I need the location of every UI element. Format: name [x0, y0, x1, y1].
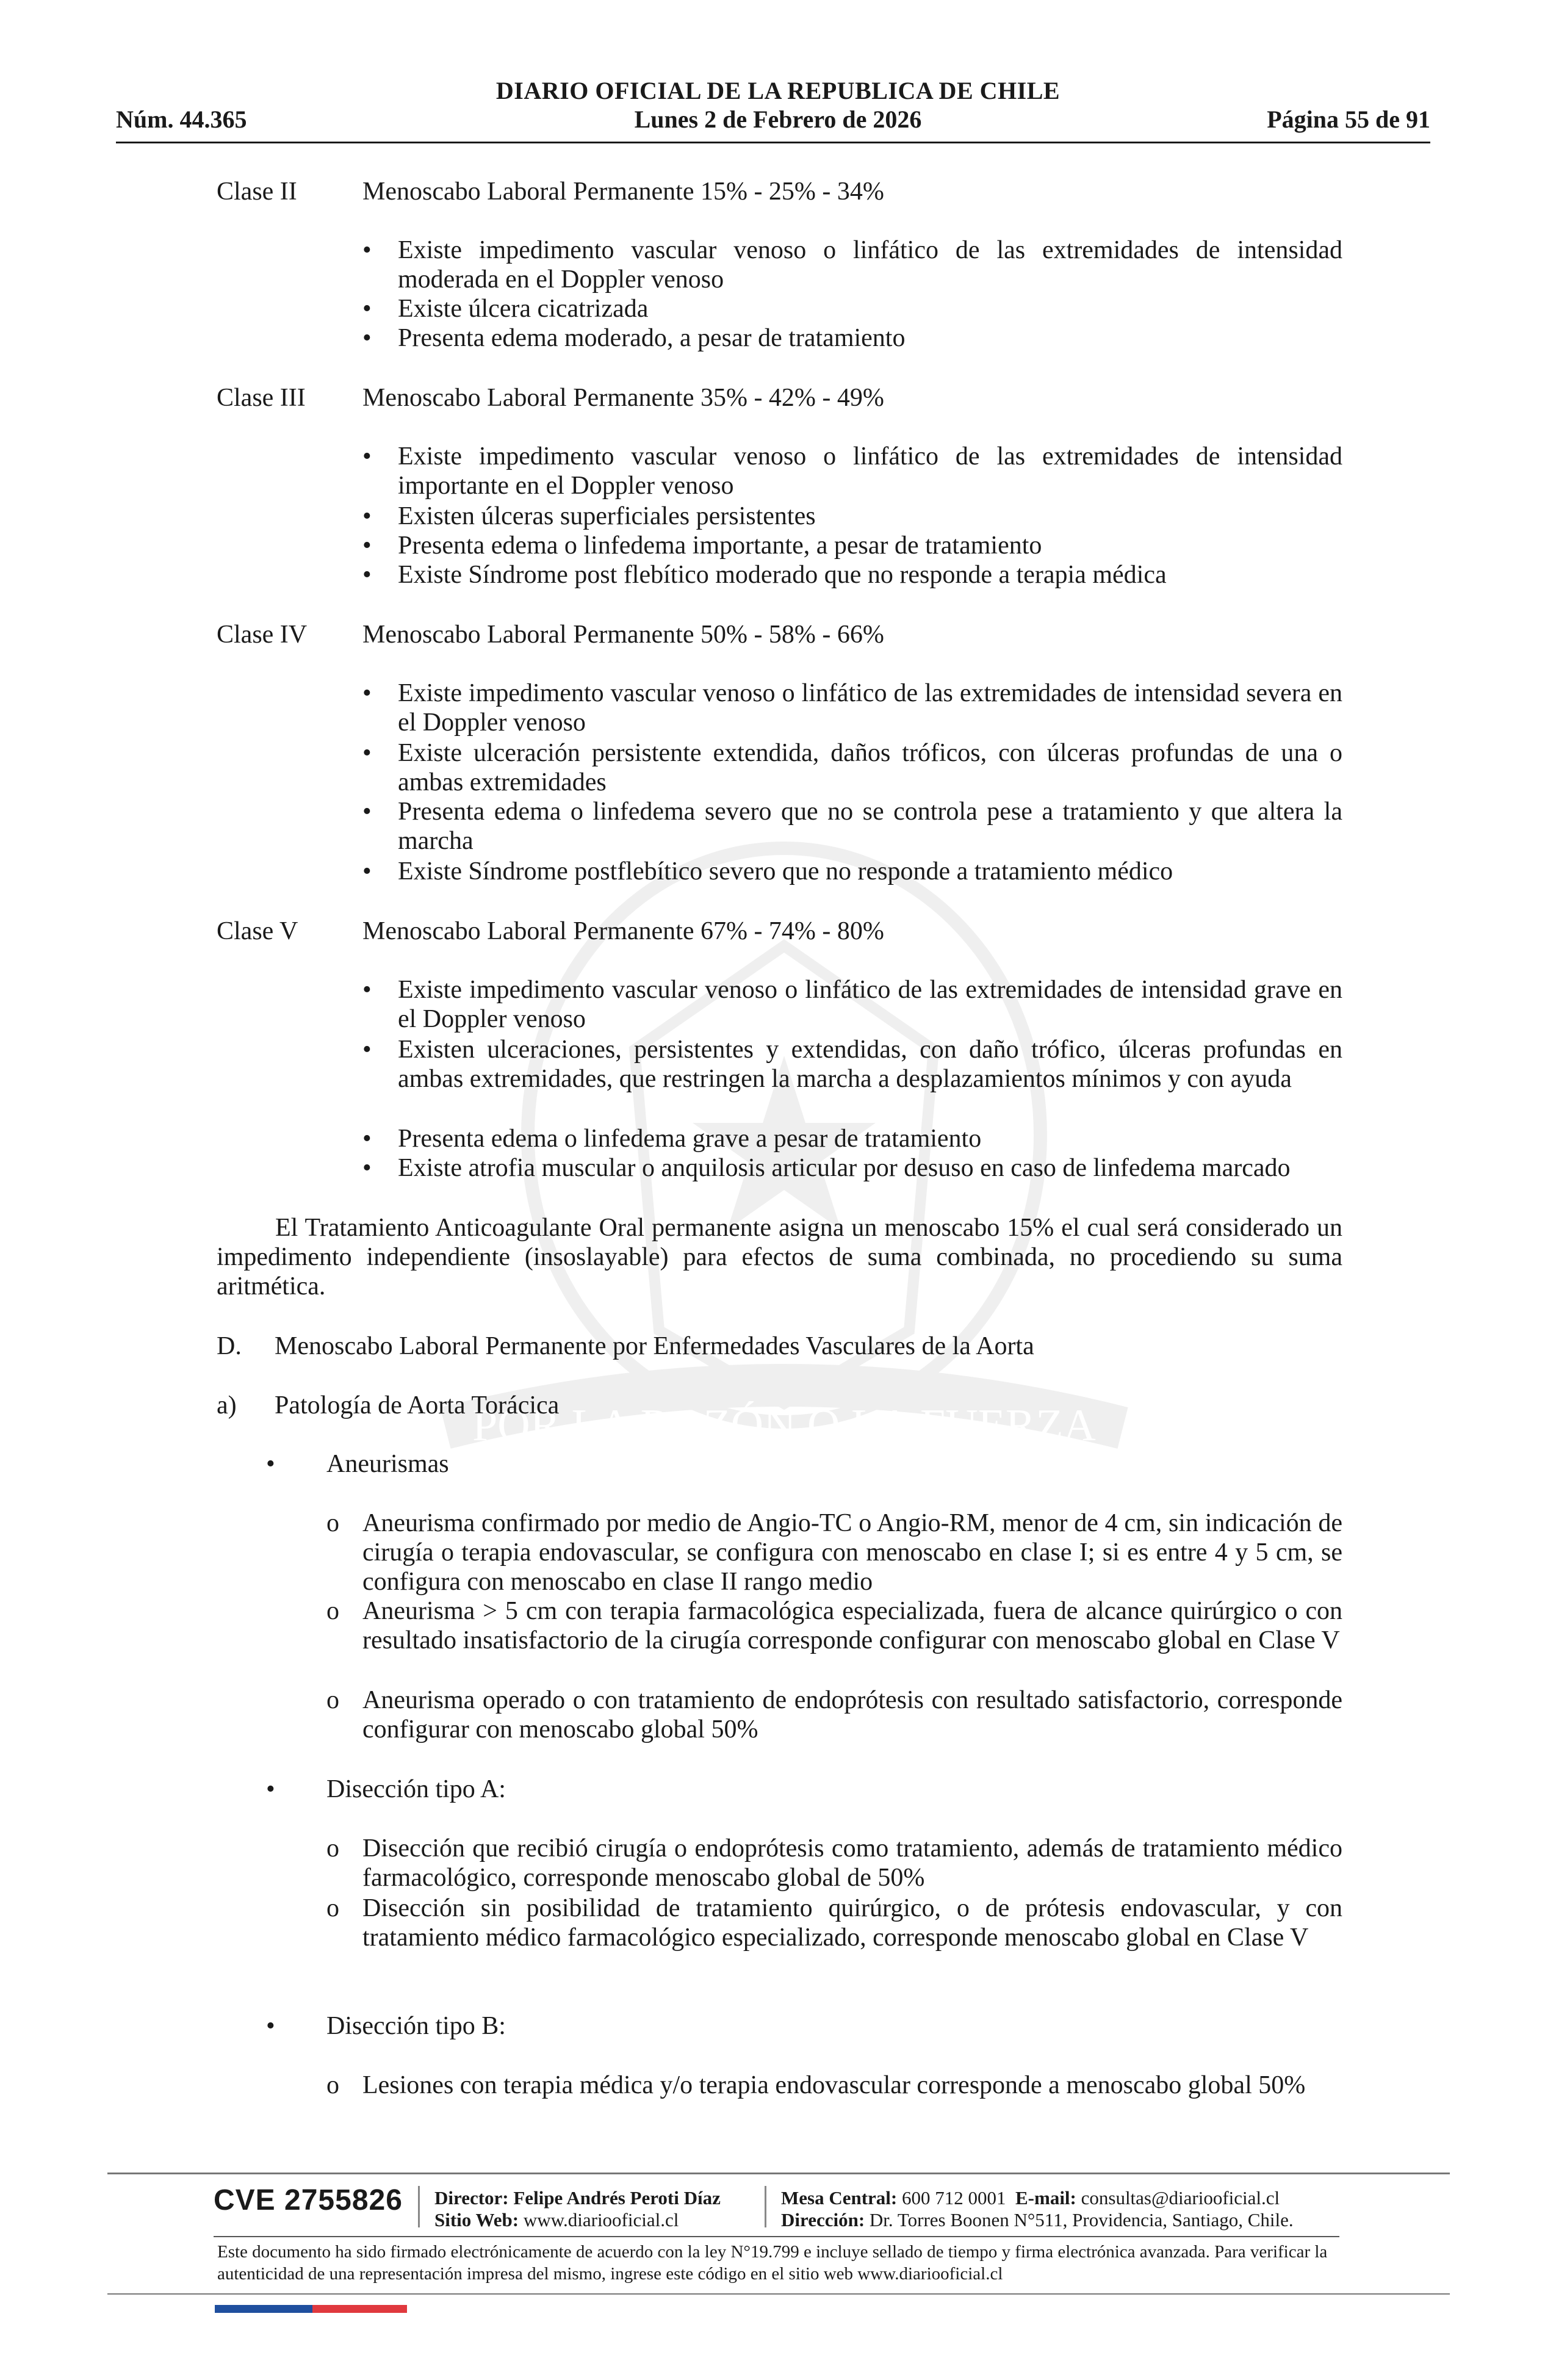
group-title: Disección tipo B: [326, 2012, 506, 2040]
sub-marker: o [326, 1686, 339, 1714]
group-title: Aneurismas [326, 1450, 449, 1478]
bullet-marker: • [362, 295, 372, 323]
flag-stripe-blue [215, 2305, 312, 2313]
class-bullet: Existe impedimento vascular venoso o linfático de las extremidades de intensidad grave en el Doppler venoso [398, 976, 1342, 1033]
sub-marker: o [326, 1509, 339, 1537]
electronic-signature-notice: Este documento ha sido firmado electrónicamente de acuerdo con la ley N°19.799 e incluye sellado de tiempo y firma electrónica avanzada. Para verificar la autenticidad de una representación impresa del mismo, ingrese este código en el sitio web www.diariooficial.cl [217, 2242, 1328, 2284]
bullet-marker: • [362, 502, 372, 530]
address-value: Dr. Torres Boonen N°511, Providencia, Santiago, Chile. [869, 2209, 1294, 2230]
class-bullet: Existe atrofia muscular o anquilosis articular por desuso en caso de linfedema marcado [398, 1154, 1291, 1182]
bullet-marker: • [266, 2012, 275, 2040]
group-item: Disección sin posibilidad de tratamiento quirúrgico, o de prótesis endovascular, y con tratamiento médico farmacológico especializado, corresponde menoscabo global en Clase V [362, 1894, 1342, 1952]
cve-code: CVE 2755826 [214, 2184, 403, 2216]
bullet-marker: • [362, 798, 372, 826]
class-bullet: Existe úlcera cicatrizada [398, 295, 649, 323]
bullet-marker: • [362, 236, 372, 264]
bullet-marker: • [362, 857, 372, 885]
bullet-marker: • [362, 976, 372, 1004]
class-bullet: Existen úlceras superficiales persistentes [398, 502, 816, 530]
subsection-marker: a) [217, 1391, 237, 1419]
class-heading: Menoscabo Laboral Permanente 15% - 25% - 34% [362, 178, 884, 206]
class-bullet: Existe impedimento vascular venoso o linfático de las extremidades de intensidad moderada en el Doppler venoso [398, 236, 1342, 294]
footer-divider-top [107, 2173, 1450, 2174]
bullet-marker: • [362, 532, 372, 560]
sub-marker: o [326, 1834, 339, 1863]
email-label: E-mail: [1015, 2187, 1076, 2209]
bullet-marker: • [266, 1450, 275, 1478]
footer-separator [765, 2186, 766, 2227]
bullet-marker: • [362, 324, 372, 352]
class-bullet: Presenta edema moderado, a pesar de tratamiento [398, 324, 906, 352]
group-item: Aneurisma confirmado por medio de Angio-TC o Angio-RM, menor de 4 cm, sin indicación de cirugía o terapia endovascular, se configura con menoscabo en clase I; si es entre 4 y 5 cm, se configura con menoscabo en clase II rango medio [362, 1509, 1342, 1596]
anticoagulant-paragraph: El Tratamiento Anticoagulante Oral permanente asigna un menoscabo 15% el cual será considerado un impedimento independiente (insoslayable) para efectos de suma combinada, no procediendo su suma aritmética. [217, 1214, 1342, 1300]
bullet-marker: • [362, 561, 372, 589]
email-link[interactable]: consultas@diariooficial.cl [1081, 2187, 1280, 2209]
director-name: Felipe Andrés Peroti Díaz [513, 2187, 721, 2209]
header-divider [116, 142, 1430, 143]
director-line [434, 2187, 721, 2210]
subsection-heading: Patología de Aorta Torácica [275, 1391, 560, 1419]
bullet-marker: • [362, 1036, 372, 1064]
group-item: Aneurisma > 5 cm con terapia farmacológica especializada, fuera de alcance quirúrgico o con resultado insatisfactorio de la cirugía corresponde configurar con menoscabo global en Clase V [362, 1597, 1342, 1654]
website-label: Sitio Web: [434, 2209, 519, 2230]
central-label: Mesa Central: [781, 2187, 898, 2209]
website-link[interactable]: www.diariooficial.cl [523, 2209, 679, 2230]
class-label: Clase V [217, 917, 298, 945]
class-heading: Menoscabo Laboral Permanente 50% - 58% - 66% [362, 621, 884, 649]
class-bullet: Existe impedimento vascular venoso o linfático de las extremidades de intensidad importante en el Doppler venoso [398, 442, 1342, 500]
class-bullet: Presenta edema o linfedema importante, a pesar de tratamiento [398, 532, 1042, 560]
class-bullet: Existe impedimento vascular venoso o linfático de las extremidades de intensidad severa en el Doppler venoso [398, 679, 1342, 737]
website-line [434, 2209, 679, 2232]
class-label: Clase IV [217, 621, 308, 649]
bullet-marker: • [362, 1125, 372, 1153]
class-label: Clase II [217, 178, 297, 206]
newspaper-title: DIARIO OFICIAL DE LA REPUBLICA DE CHILE [495, 77, 1061, 104]
footer-divider-mid [214, 2236, 1339, 2237]
watermark-motto: POR LA RAZÓN O LA FUERZA [472, 1401, 1096, 1451]
footer-separator [418, 2186, 420, 2227]
bullet-marker: • [362, 679, 372, 707]
bullet-marker: • [266, 1775, 275, 1803]
class-heading: Menoscabo Laboral Permanente 67% - 74% - 80% [362, 917, 884, 945]
class-bullet: Existe ulceración persistente extendida, daños tróficos, con úlceras profundas de una o ambas extremidades [398, 739, 1342, 796]
sub-marker: o [326, 1894, 339, 1922]
footer-divider-bottom [107, 2293, 1450, 2295]
issue-date: Lunes 2 de Febrero de 2026 [634, 106, 922, 133]
director-label: Director: [434, 2187, 509, 2209]
group-title: Disección tipo A: [326, 1775, 506, 1803]
class-bullet: Presenta edema o linfedema grave a pesar de tratamiento [398, 1125, 982, 1153]
group-item: Disección que recibió cirugía o endoprótesis como tratamiento, además de tratamiento médico farmacológico, corresponde menoscabo global de 50% [362, 1834, 1342, 1892]
address-line [781, 2209, 1294, 2232]
address-label: Dirección: [781, 2209, 865, 2230]
issue-number: Núm. 44.365 [116, 106, 247, 133]
class-bullet: Presenta edema o linfedema severo que no se controla pese a tratamiento y que altera la marcha [398, 798, 1342, 855]
class-label: Clase III [217, 384, 306, 412]
page-number: Página 55 de 91 [1267, 106, 1430, 133]
section-marker: D. [217, 1332, 242, 1360]
sub-marker: o [326, 2071, 339, 2099]
contact-line [781, 2187, 1280, 2210]
central-phone: 600 712 0001 [902, 2187, 1006, 2209]
flag-stripe-red [312, 2305, 407, 2313]
group-item: Aneurisma operado o con tratamiento de endoprótesis con resultado satisfactorio, corresponde configurar con menoscabo global 50% [362, 1686, 1342, 1744]
bullet-marker: • [362, 442, 372, 471]
section-heading: Menoscabo Laboral Permanente por Enfermedades Vasculares de la Aorta [275, 1332, 1034, 1360]
class-heading: Menoscabo Laboral Permanente 35% - 42% - 49% [362, 384, 884, 412]
group-item: Lesiones con terapia médica y/o terapia endovascular corresponde a menoscabo global 50% [362, 2071, 1306, 2099]
class-bullet: Existe Síndrome post flebítico moderado que no responde a terapia médica [398, 561, 1167, 589]
sub-marker: o [326, 1597, 339, 1625]
class-bullet: Existe Síndrome postflebítico severo que no responde a tratamiento médico [398, 857, 1173, 885]
bullet-marker: • [362, 1154, 372, 1182]
bullet-marker: • [362, 739, 372, 767]
class-bullet: Existen ulceraciones, persistentes y extendidas, con daño trófico, úlceras profundas en ambas extremidades, que restringen la marcha a desplazamientos mínimos y con ayuda [398, 1036, 1342, 1093]
